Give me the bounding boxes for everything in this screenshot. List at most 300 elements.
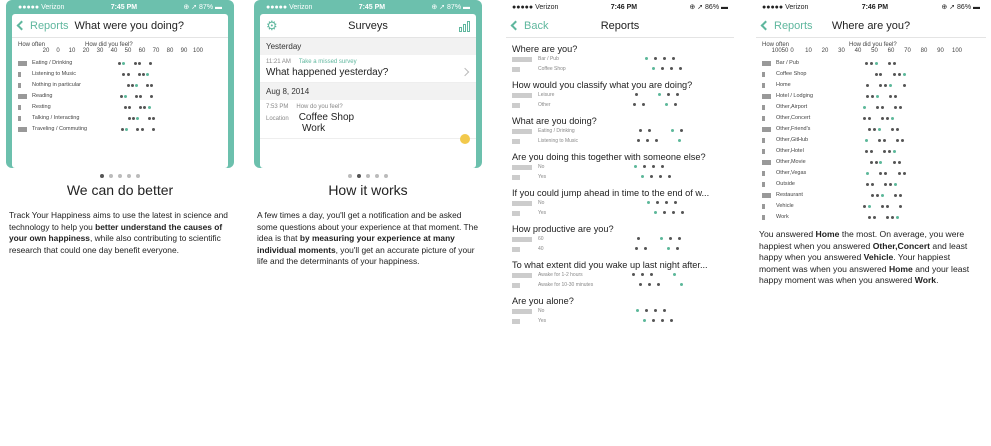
row-label: Work xyxy=(776,214,789,220)
row-label: Coffee Shop xyxy=(776,71,807,77)
back-button[interactable] xyxy=(18,20,69,32)
missed-survey-link[interactable]: Take a missed survey xyxy=(298,59,357,65)
text: , while also contributing to scientific research that could one day benefit everyone. xyxy=(9,233,221,255)
happiness-dot xyxy=(889,84,892,87)
happiness-dot xyxy=(871,95,874,98)
axis-tick-label: 50 xyxy=(124,48,132,54)
option-label: No xyxy=(538,308,545,314)
option-row xyxy=(512,64,728,74)
axis-tick-label: 70 xyxy=(904,48,911,54)
option-row xyxy=(512,234,728,244)
happiness-dot xyxy=(870,150,873,153)
happiness-dot xyxy=(901,139,904,142)
happiness-dot xyxy=(886,117,889,120)
chart-row xyxy=(762,212,980,223)
happiness-dot xyxy=(876,95,879,98)
row-label: Bar / Pub xyxy=(776,60,799,66)
back-button[interactable] xyxy=(512,20,548,32)
happiness-dot xyxy=(893,150,896,153)
option-label: Awake for 1-2 hours xyxy=(538,272,583,278)
nav-bar xyxy=(260,14,476,38)
happiness-dot xyxy=(891,117,894,120)
battery: ⊕ ➚ 86% ▬ xyxy=(689,4,728,11)
location-value: Coffee Shop xyxy=(298,112,355,123)
happiness-dot xyxy=(868,205,871,208)
option-row xyxy=(512,244,728,254)
row-label: Other,GitHub xyxy=(776,137,809,143)
happiness-dot xyxy=(128,117,131,120)
happiness-dot xyxy=(671,129,674,132)
happiness-dot xyxy=(148,117,151,120)
happiness-dot xyxy=(865,139,868,142)
happiness-dot xyxy=(903,84,906,87)
happiness-dot xyxy=(898,73,901,76)
row-label: Other,Movie xyxy=(776,159,806,165)
happiness-dot xyxy=(648,129,651,132)
happiness-dot xyxy=(863,106,866,109)
axis-tick-label: 60 xyxy=(887,48,895,54)
chart-row xyxy=(762,157,980,168)
smiley-icon xyxy=(460,134,470,144)
happiness-dot xyxy=(642,103,645,106)
row-label: Reading xyxy=(32,93,53,99)
row-label: Traveling / Commuting xyxy=(32,126,88,132)
page-heading: We can do better xyxy=(66,182,174,198)
chart-row xyxy=(762,91,980,102)
happiness-dot xyxy=(645,309,648,312)
happiness-dot xyxy=(660,237,663,240)
chart-row xyxy=(762,146,980,157)
row-label: Listening to Music xyxy=(32,71,77,77)
frequency-bar xyxy=(762,171,765,176)
happiness-dot xyxy=(661,67,664,70)
happiness-dot xyxy=(903,172,906,175)
page-dot[interactable] xyxy=(384,174,388,178)
section-header: Aug 8, 2014 xyxy=(260,83,476,100)
happiness-dot xyxy=(641,175,644,178)
page-dots[interactable] xyxy=(254,174,482,178)
frequency-bar xyxy=(18,127,27,132)
frequency-bar xyxy=(512,237,532,242)
frequency-bar xyxy=(762,83,765,88)
carrier: ●●●●● Verizon xyxy=(762,3,809,11)
happiness-dot xyxy=(148,106,151,109)
happiness-dot xyxy=(896,128,899,131)
happiness-dot xyxy=(142,73,145,76)
happiness-dot xyxy=(670,67,673,70)
happiness-dot xyxy=(136,117,139,120)
chart-row xyxy=(762,201,980,212)
happiness-dot xyxy=(894,95,897,98)
row-label: Other,Concert xyxy=(776,115,811,121)
carrier: ●●●●● Verizon xyxy=(18,3,65,11)
row-label: Resting xyxy=(32,104,51,110)
axis-tick-label: 80 xyxy=(920,48,928,54)
survey-question: How do you feel? xyxy=(296,104,343,110)
option-row xyxy=(512,100,728,110)
happiness-dot xyxy=(873,128,876,131)
axis-tick-label: 20 xyxy=(821,48,829,54)
axis-tick-label: 40 xyxy=(110,48,118,54)
page-dot[interactable] xyxy=(127,174,131,178)
survey-row[interactable] xyxy=(260,55,476,83)
row-label: Talking / Interacting xyxy=(32,115,80,121)
row-label: Home xyxy=(776,82,791,88)
report-question[interactable]: How would you classify what you are doing? xyxy=(512,80,693,90)
clock: 7:45 PM xyxy=(358,3,386,11)
nav-title: Where are you? xyxy=(831,19,911,32)
happiness-dot xyxy=(871,194,874,197)
happiness-dot xyxy=(644,247,647,250)
happiness-dot xyxy=(889,95,892,98)
text: Track Your Happiness aims to use the latest in science and technology to help you xyxy=(9,210,228,232)
happiness-dot xyxy=(654,211,657,214)
happiness-dot xyxy=(893,62,896,65)
frequency-bar xyxy=(512,57,532,62)
happiness-dot xyxy=(879,161,882,164)
axis-tick-label: 90 xyxy=(180,48,188,54)
activity-value: Work xyxy=(302,123,326,134)
happiness-dot xyxy=(150,95,153,98)
happiness-dot xyxy=(674,201,677,204)
frequency-bar xyxy=(512,273,532,278)
happiness-dot xyxy=(124,106,127,109)
option-row xyxy=(512,316,728,326)
happiness-dot xyxy=(883,150,886,153)
happiness-dot xyxy=(680,129,683,132)
happiness-dot xyxy=(122,73,125,76)
option-label: Coffee Shop xyxy=(538,66,566,72)
happiness-dot xyxy=(634,165,637,168)
happiness-dot xyxy=(127,84,130,87)
row-label: Other,Vegas xyxy=(776,170,807,176)
happiness-dot xyxy=(878,128,881,131)
surveys-card xyxy=(260,14,476,168)
happiness-dot xyxy=(652,165,655,168)
report-question[interactable]: If you could jump ahead in time to the end of w... xyxy=(512,188,710,198)
page-dot[interactable] xyxy=(375,174,379,178)
happiness-dot xyxy=(635,93,638,96)
happiness-dot xyxy=(866,95,869,98)
text: and least happy when you answered xyxy=(759,240,968,263)
frequency-bar xyxy=(762,94,771,99)
axis-tick-label: 40 xyxy=(854,48,862,54)
chart-row xyxy=(762,113,980,124)
chart-row xyxy=(762,102,980,113)
happiness-dot xyxy=(876,194,879,197)
row-label: Other,Airport xyxy=(776,104,808,110)
happiness-dot xyxy=(866,84,869,87)
row-label: Hotel / Lodging xyxy=(776,93,813,99)
gear-icon[interactable]: ⚙ xyxy=(266,17,278,33)
happiness-dot xyxy=(868,128,871,131)
axis-tick-label: 30 xyxy=(838,48,845,54)
happiness-dot xyxy=(149,62,152,65)
happiness-dot xyxy=(661,165,664,168)
happiness-dot xyxy=(899,106,902,109)
chart-row xyxy=(18,124,222,135)
page-dot[interactable] xyxy=(366,174,370,178)
frequency-bar xyxy=(762,149,765,154)
happiness-dot xyxy=(138,73,141,76)
option-row xyxy=(512,90,728,100)
survey-row[interactable] xyxy=(260,100,476,139)
row-label: Eating / Drinking xyxy=(32,60,73,66)
frequency-bar xyxy=(512,93,532,98)
happiness-dot xyxy=(875,62,878,65)
frequency-bar xyxy=(512,283,520,288)
chart-row xyxy=(18,113,222,124)
axis-tick-label: 100 xyxy=(192,48,204,54)
x-axis xyxy=(762,48,980,58)
happiness-dot xyxy=(875,161,878,164)
option-row xyxy=(512,280,728,290)
page-dot[interactable] xyxy=(109,174,113,178)
happiness-dot xyxy=(868,117,871,120)
happiness-dot xyxy=(881,117,884,120)
row-label: Vehicle xyxy=(776,203,794,209)
happiness-dot xyxy=(643,319,646,322)
frequency-bar xyxy=(762,193,771,198)
frequency-bar xyxy=(762,61,771,66)
happiness-dot xyxy=(879,73,882,76)
happiness-dot xyxy=(152,117,155,120)
clock: 7:46 PM xyxy=(610,3,638,11)
happiness-dot xyxy=(866,172,869,175)
chart-row xyxy=(762,179,980,190)
frequency-bar xyxy=(762,215,765,220)
option-label: No xyxy=(538,200,545,206)
back-label: Reports xyxy=(30,19,69,32)
report-question[interactable]: Are you doing this together with someone else? xyxy=(512,152,706,162)
frequency-bar xyxy=(762,138,765,143)
row-label: Restaurant xyxy=(776,192,803,198)
carrier: ●●●●● Verizon xyxy=(512,3,559,11)
happiness-dot xyxy=(678,237,681,240)
row-label: Nothing in particular xyxy=(32,82,81,88)
report-question[interactable]: To what extent did you wake up last night after... xyxy=(512,260,708,270)
frequency-bar xyxy=(512,67,520,72)
option-row xyxy=(512,208,728,218)
preview-frame xyxy=(254,0,482,168)
frequency-bar xyxy=(512,129,532,134)
happiness-dot xyxy=(888,62,891,65)
screen-where-are-you xyxy=(756,0,986,446)
frequency-bar xyxy=(762,116,765,121)
happiness-dot xyxy=(150,84,153,87)
axis-tick-label: 30 xyxy=(96,48,104,54)
axis-tick-label: 100 xyxy=(951,48,963,54)
happiness-dot xyxy=(135,95,138,98)
happiness-dot xyxy=(636,309,639,312)
happiness-dot xyxy=(652,67,655,70)
screen-reports xyxy=(506,0,734,446)
battery: ⊕ ➚ 86% ▬ xyxy=(941,4,980,11)
happiness-dot xyxy=(118,62,121,65)
happiness-dot xyxy=(899,194,902,197)
happiness-dot xyxy=(676,93,679,96)
option-row xyxy=(512,126,728,136)
happiness-dot xyxy=(681,211,684,214)
page-dots[interactable] xyxy=(6,174,234,178)
option-label: Eating / Drinking xyxy=(538,128,575,134)
happiness-dot xyxy=(661,319,664,322)
report-question[interactable]: What are you doing? xyxy=(512,116,597,126)
option-label: Yes xyxy=(538,174,547,180)
option-label: Other xyxy=(538,102,551,108)
happiness-dot xyxy=(143,106,146,109)
frequency-bar xyxy=(512,175,520,180)
happiness-dot xyxy=(680,283,683,286)
axis-tick-label: 20 xyxy=(42,48,50,54)
frequency-bar xyxy=(512,211,520,216)
chart-row xyxy=(762,80,980,91)
happiness-dot xyxy=(673,273,676,276)
frequency-bar xyxy=(18,116,21,121)
happiness-dot xyxy=(896,139,899,142)
text: A few times a day, you'll get a notification and be asked some questions about your experience at that moment. The idea is that xyxy=(257,210,478,243)
clock: 7:45 PM xyxy=(110,3,138,11)
row-label: Other,Friend's xyxy=(776,126,811,132)
happiness-dot xyxy=(647,201,650,204)
happiness-dot xyxy=(898,161,901,164)
page-dot[interactable] xyxy=(118,174,122,178)
report-question[interactable]: Are you alone? xyxy=(512,296,574,306)
how-often-label: How often xyxy=(18,42,46,48)
screen-how-it-works xyxy=(254,0,482,446)
nav-bar xyxy=(12,14,228,38)
happiness-dot xyxy=(865,62,868,65)
location-rows xyxy=(762,58,980,223)
happiness-dot xyxy=(893,73,896,76)
happiness-dot xyxy=(868,216,871,219)
happiness-dot xyxy=(645,57,648,60)
battery: ⊕ ➚ 87% ▬ xyxy=(183,4,222,11)
happiness-dot xyxy=(668,175,671,178)
happiness-dot xyxy=(679,67,682,70)
how-feel-label: How did you feel? xyxy=(849,42,897,48)
report-card xyxy=(12,14,228,168)
option-label: Awake for 10-30 minutes xyxy=(538,282,594,288)
nav-title: Surveys xyxy=(348,19,388,32)
text-bold: better understand the causes of your own happiness xyxy=(9,221,223,243)
axis-tick-label: 10 xyxy=(68,48,76,54)
preview-frame xyxy=(6,0,234,168)
frequency-bar xyxy=(18,94,27,99)
axis-tick-label: 70 xyxy=(152,48,160,54)
frequency-bar xyxy=(762,127,771,132)
happiness-dot xyxy=(894,106,897,109)
survey-time: 7:53 PM xyxy=(266,104,289,110)
back-button[interactable] xyxy=(762,20,813,32)
happiness-dot xyxy=(881,106,884,109)
happiness-dot xyxy=(654,57,657,60)
frequency-bar xyxy=(512,139,520,144)
option-label: Leisure xyxy=(538,92,555,98)
text: . xyxy=(936,275,939,286)
frequency-bar xyxy=(762,204,765,209)
happiness-dot xyxy=(889,183,892,186)
bar-chart-icon[interactable] xyxy=(459,20,470,32)
frequency-bar xyxy=(18,105,21,110)
happiness-dot xyxy=(135,84,138,87)
option-row xyxy=(512,198,728,208)
activity-rows xyxy=(18,58,222,135)
chart-row xyxy=(18,80,222,91)
option-label: Yes xyxy=(538,318,547,324)
frequency-bar xyxy=(18,83,21,88)
nav-title: What were you doing? xyxy=(74,19,184,32)
happiness-dot xyxy=(893,161,896,164)
text: You answered xyxy=(759,229,816,239)
happiness-dot xyxy=(141,128,144,131)
description xyxy=(254,210,482,268)
happiness-dot xyxy=(139,95,142,98)
chart-row xyxy=(762,69,980,80)
location-label: Location xyxy=(266,116,289,122)
text-bold: by measuring your experience at many individual moments xyxy=(257,233,455,255)
happiness-dot xyxy=(891,128,894,131)
option-row xyxy=(512,172,728,182)
axis-tick-label: 20 xyxy=(82,48,90,54)
option-row xyxy=(512,306,728,316)
report-question[interactable]: How productive are you? xyxy=(512,224,614,234)
option-row xyxy=(512,270,728,280)
frequency-bar xyxy=(512,309,532,314)
frequency-bar xyxy=(512,319,520,324)
happiness-dot xyxy=(884,84,887,87)
happiness-dot xyxy=(898,172,901,175)
happiness-dot xyxy=(663,309,666,312)
chart-row xyxy=(762,190,980,201)
back-label: Back xyxy=(524,19,549,32)
option-row xyxy=(512,162,728,172)
happiness-dot xyxy=(881,205,884,208)
happiness-dot xyxy=(863,117,866,120)
happiness-dot xyxy=(871,183,874,186)
row-label: Other,Hotel xyxy=(776,148,804,154)
happiness-dot xyxy=(881,194,884,197)
happiness-dot xyxy=(136,128,139,131)
frequency-bar xyxy=(512,103,520,108)
page-dot[interactable] xyxy=(357,174,361,178)
happiness-dot xyxy=(125,128,128,131)
report-question[interactable]: Where are you? xyxy=(512,44,578,54)
happiness-dot xyxy=(665,103,668,106)
page-dot[interactable] xyxy=(100,174,104,178)
happiness-dot xyxy=(654,309,657,312)
text: and your least happy moment was when you answered xyxy=(759,263,970,286)
page-dot[interactable] xyxy=(136,174,140,178)
happiness-dot xyxy=(637,237,640,240)
happiness-dot xyxy=(670,319,673,322)
page-dot[interactable] xyxy=(348,174,352,178)
chart-row xyxy=(18,102,222,113)
axis-tick-label: 10050 xyxy=(771,48,789,54)
how-feel-label: How did you feel? xyxy=(85,42,133,48)
happiness-dot xyxy=(656,201,659,204)
axis-tick-label: 10 xyxy=(805,48,812,54)
happiness-dot xyxy=(121,128,124,131)
happiness-dot xyxy=(866,183,869,186)
happiness-dot xyxy=(131,84,134,87)
section-header: Yesterday xyxy=(260,38,476,55)
text-bold: Home xyxy=(815,229,840,239)
text-bold: Vehicle xyxy=(863,252,894,263)
nav-bar xyxy=(756,14,986,38)
happiness-dot xyxy=(884,172,887,175)
happiness-dot xyxy=(152,128,155,131)
